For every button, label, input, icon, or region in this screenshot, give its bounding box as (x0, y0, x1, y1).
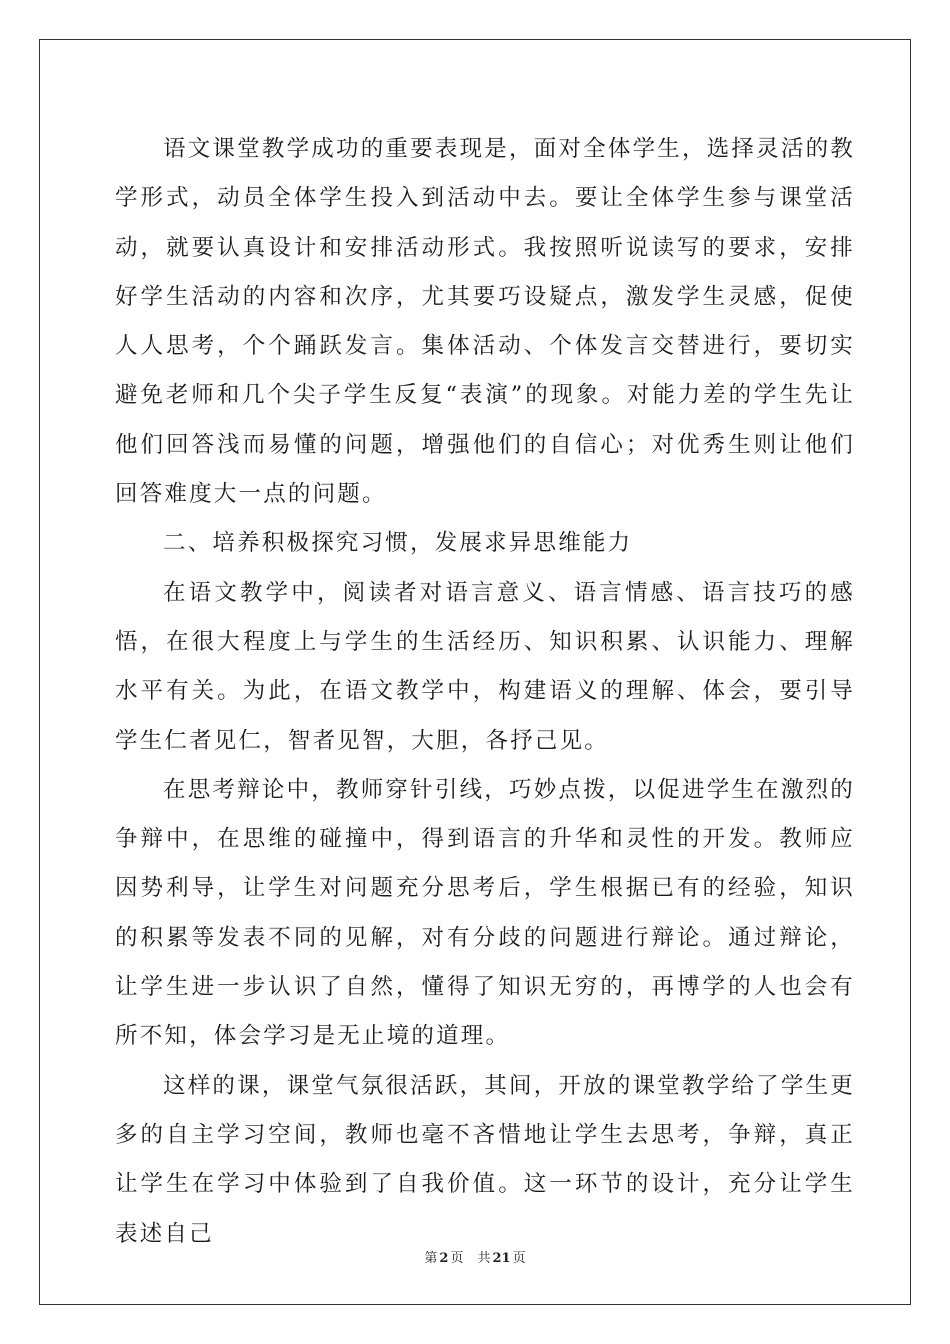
total-suffix: 页 (512, 1251, 526, 1266)
page-number: 2 (439, 1251, 449, 1266)
section-heading: 二、培养积极探究习惯，发展求异思维能力 (163, 530, 633, 557)
paragraph: 在思考辩论中，教师穿针引线，巧妙点拨，以促进学生在激烈的争辩中，在思维的碰撞中，得到语言的升华和灵性的开发。教师应因势利导，让学生对问题充分思考后，学生根据已有的经验，知识的积累等发表不同的见解，对有分歧的问题进行辩论。通过辩论，让学生进一步认识了自然，懂得了知识无穷的，再博学的人也会有所不知，体会学习是无止境的道理。 (115, 776, 855, 1050)
page-suffix: 页 (450, 1251, 464, 1266)
paragraph: 这样的课，课堂气氛很活跃，其间，开放的课堂教学给了学生更多的自主学习空间，教师也毫不吝惜地让学生去思考，争辩，真正让学生在学习中体验到了自我价值。这一环节的设计，充分让学生表述自己 (115, 1072, 855, 1247)
page-prefix: 第 (424, 1251, 438, 1266)
total-prefix: 共 (477, 1251, 491, 1266)
paragraph: 在语文教学中，阅读者对语言意义、语言情感、语言技巧的感悟，在很大程度上与学生的生活经历、知识积累、认识能力、理解水平有关。为此，在语文教学中，构建语义的理解、体会，要引导学生仁者见仁，智者见智，大胆，各抒己见。 (115, 579, 855, 754)
page-footer (0, 1247, 950, 1266)
total-pages: 21 (492, 1251, 511, 1266)
paragraph: 语文课堂教学成功的重要表现是，面对全体学生，选择灵活的教学形式，动员全体学生投入到活动中去。要让全体学生参与课堂活动，就要认真设计和安排活动形式。我按照听说读写的要求，安排好学生活动的内容和次序，尤其要巧设疑点，激发学生灵感，促使人人思考，个个踊跃发言。集体活动、个体发言交替进行，要切实避免老师和几个尖子学生反复“表演”的现象。对能力差的学生先让他们回答浅而易懂的问题，增强他们的自信心；对优秀生则让他们回答难度大一点的问题。 (115, 136, 855, 508)
document-body (115, 125, 855, 1259)
